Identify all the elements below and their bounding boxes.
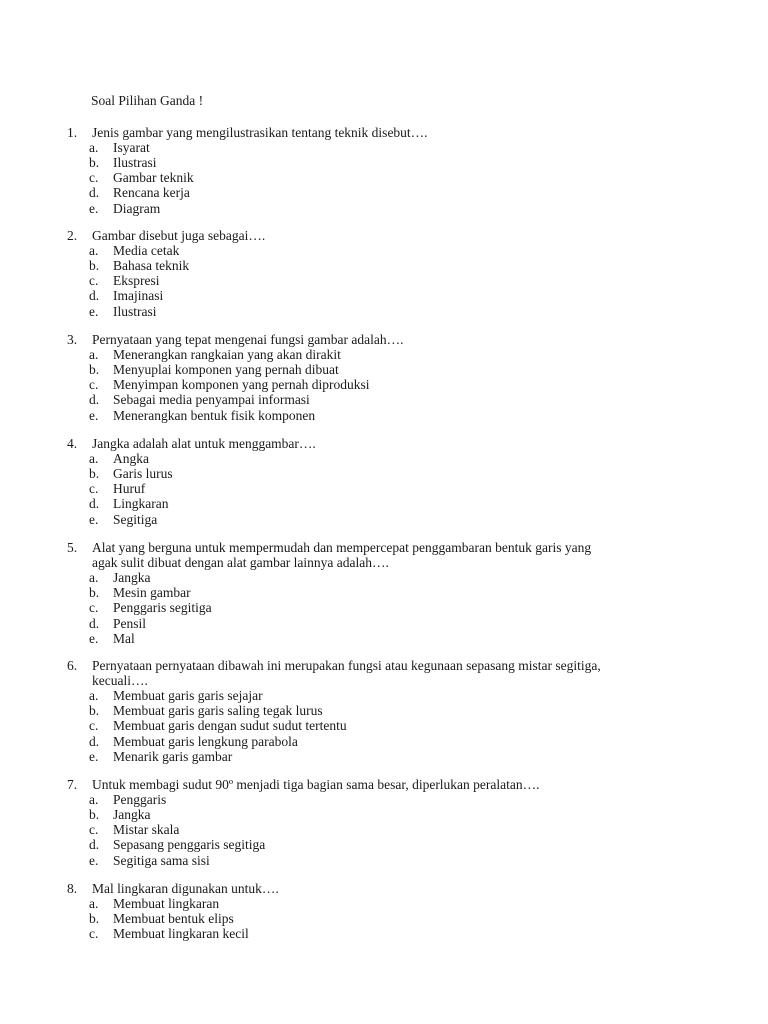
answer-option xyxy=(0,807,768,822)
answer-option xyxy=(0,600,768,615)
answer-option xyxy=(0,703,768,718)
option-letter: d. xyxy=(89,733,100,749)
option-letter: d. xyxy=(89,185,100,201)
answer-option xyxy=(0,304,768,319)
question-number: 5. xyxy=(67,540,78,555)
option-text: Sebagai media penyampai informasi xyxy=(113,392,310,408)
answer-option xyxy=(0,243,768,258)
question-line xyxy=(0,228,768,243)
question-text: Untuk membagi sudut 90º menjadi tiga bagian sama besar, diperlukan peralatan…. xyxy=(92,777,540,792)
option-letter: e. xyxy=(89,303,99,319)
option-text: Membuat bentuk elips xyxy=(113,911,234,927)
answer-option xyxy=(0,170,768,185)
question-text: kecuali…. xyxy=(92,673,148,689)
option-text: Menerangkan rangkaian yang akan dirakit xyxy=(113,347,341,363)
option-text: Segitiga xyxy=(113,511,158,527)
option-letter: b. xyxy=(89,362,100,378)
option-letter: c. xyxy=(89,600,99,616)
option-letter: a. xyxy=(89,570,99,586)
option-text: Sepasang penggaris segitiga xyxy=(113,837,266,853)
option-text: Mesin gambar xyxy=(113,585,191,601)
option-text: Imajinasi xyxy=(113,288,164,304)
option-text: Bahasa teknik xyxy=(113,258,190,274)
option-letter: b. xyxy=(89,466,100,482)
option-text: Membuat lingkaran kecil xyxy=(113,926,249,942)
option-letter: e. xyxy=(89,852,99,868)
answer-option xyxy=(0,185,768,200)
question-line xyxy=(0,673,768,688)
option-letter: a. xyxy=(89,792,99,808)
option-text: Media cetak xyxy=(113,243,180,259)
option-letter: d. xyxy=(89,288,100,304)
question-text: Jangka adalah alat untuk menggambar…. xyxy=(92,436,316,451)
option-letter: c. xyxy=(89,377,99,393)
question-line xyxy=(0,555,768,570)
question-text: Pernyataan pernyataan dibawah ini merupakan fungsi atau kegunaan sepasang mistar segitiga, xyxy=(92,658,601,673)
question-text: Gambar disebut juga sebagai…. xyxy=(92,228,266,243)
answer-option xyxy=(0,258,768,273)
question-text: Mal lingkaran digunakan untuk…. xyxy=(92,881,279,896)
option-letter: a. xyxy=(89,688,99,704)
option-text: Lingkaran xyxy=(113,496,169,512)
option-letter: c. xyxy=(89,481,99,497)
answer-option xyxy=(0,718,768,733)
answer-option xyxy=(0,512,768,527)
answer-option xyxy=(0,466,768,481)
option-letter: b. xyxy=(89,585,100,601)
answer-option xyxy=(0,347,768,362)
question-text: Alat yang berguna untuk mempermudah dan mempercepat penggambaran bentuk garis yang xyxy=(92,540,592,555)
answer-option xyxy=(0,837,768,852)
option-text: Gambar teknik xyxy=(113,170,194,186)
question-text: agak sulit dibuat dengan alat gambar lainnya adalah…. xyxy=(92,555,389,571)
answer-option xyxy=(0,734,768,749)
answer-option xyxy=(0,481,768,496)
option-text: Rencana kerja xyxy=(113,185,190,201)
question-number: 2. xyxy=(67,228,78,243)
answer-option xyxy=(0,911,768,926)
option-letter: e. xyxy=(89,630,99,646)
option-letter: b. xyxy=(89,703,100,719)
option-text: Menyuplai komponen yang pernah dibuat xyxy=(113,362,339,378)
option-text: Ilustrasi xyxy=(113,303,157,319)
option-text: Membuat lingkaran xyxy=(113,896,220,912)
option-letter: e. xyxy=(89,748,99,764)
option-text: Ilustrasi xyxy=(113,155,157,171)
option-letter: c. xyxy=(89,822,99,838)
option-letter: a. xyxy=(89,896,99,912)
answer-option xyxy=(0,792,768,807)
option-letter: b. xyxy=(89,911,100,927)
question-number: 8. xyxy=(67,881,78,896)
answer-option xyxy=(0,896,768,911)
answer-option xyxy=(0,616,768,631)
question-line xyxy=(0,540,768,555)
option-letter: e. xyxy=(89,407,99,423)
option-text: Segitiga sama sisi xyxy=(113,852,210,868)
answer-option xyxy=(0,822,768,837)
option-letter: a. xyxy=(89,451,99,467)
option-text: Membuat garis garis sejajar xyxy=(113,688,263,704)
option-letter: c. xyxy=(89,926,99,942)
option-text: Membuat garis garis saling tegak lurus xyxy=(113,703,323,719)
option-text: Membuat garis lengkung parabola xyxy=(113,733,298,749)
answer-option xyxy=(0,853,768,868)
question-text: Jenis gambar yang mengilustrasikan tentang teknik disebut…. xyxy=(92,125,428,140)
question-line xyxy=(0,881,768,896)
option-letter: d. xyxy=(89,496,100,512)
question-text: Pernyataan yang tepat mengenai fungsi gambar adalah…. xyxy=(92,332,404,347)
option-letter: c. xyxy=(89,170,99,186)
answer-option xyxy=(0,451,768,466)
page-title: Soal Pilihan Ganda ! xyxy=(91,93,204,108)
option-text: Garis lurus xyxy=(113,466,173,482)
question-number: 3. xyxy=(67,332,78,347)
answer-option xyxy=(0,273,768,288)
option-letter: e. xyxy=(89,200,99,216)
question-number: 4. xyxy=(67,436,78,451)
option-text: Penggaris xyxy=(113,792,167,808)
option-letter: b. xyxy=(89,155,100,171)
option-text: Jangka xyxy=(113,570,151,586)
answer-option xyxy=(0,631,768,646)
option-text: Ekspresi xyxy=(113,273,160,289)
option-letter: b. xyxy=(89,258,100,274)
question-number: 7. xyxy=(67,777,78,792)
answer-option xyxy=(0,926,768,941)
option-letter: c. xyxy=(89,718,99,734)
option-text: Membuat garis dengan sudut sudut tertentu xyxy=(113,718,347,734)
option-text: Diagram xyxy=(113,200,161,216)
option-letter: d. xyxy=(89,392,100,408)
option-text: Isyarat xyxy=(113,140,150,156)
question-line xyxy=(0,436,768,451)
answer-option xyxy=(0,688,768,703)
question-number: 1. xyxy=(67,125,78,140)
option-text: Angka xyxy=(113,451,149,467)
answer-option xyxy=(0,201,768,216)
option-text: Menarik garis gambar xyxy=(113,748,233,764)
option-letter: a. xyxy=(89,140,99,156)
option-letter: e. xyxy=(89,511,99,527)
answer-option xyxy=(0,392,768,407)
option-letter: d. xyxy=(89,837,100,853)
option-letter: d. xyxy=(89,615,100,631)
option-text: Menerangkan bentuk fisik komponen xyxy=(113,407,316,423)
answer-option xyxy=(0,155,768,170)
option-text: Mistar skala xyxy=(113,822,180,838)
question-line xyxy=(0,777,768,792)
option-text: Menyimpan komponen yang pernah diproduksi xyxy=(113,377,370,393)
option-text: Pensil xyxy=(113,615,147,631)
option-text: Huruf xyxy=(113,481,146,497)
option-letter: c. xyxy=(89,273,99,289)
option-text: Penggaris segitiga xyxy=(113,600,212,616)
answer-option xyxy=(0,362,768,377)
option-letter: a. xyxy=(89,243,99,259)
option-letter: a. xyxy=(89,347,99,363)
question-line xyxy=(0,125,768,140)
question-line xyxy=(0,332,768,347)
answer-option xyxy=(0,749,768,764)
option-text: Jangka xyxy=(113,807,151,823)
question-number: 6. xyxy=(67,658,78,673)
answer-option xyxy=(0,288,768,303)
answer-option xyxy=(0,585,768,600)
answer-option xyxy=(0,408,768,423)
question-line xyxy=(0,658,768,673)
answer-option xyxy=(0,140,768,155)
option-text: Mal xyxy=(113,630,135,646)
answer-option xyxy=(0,570,768,585)
answer-option xyxy=(0,377,768,392)
answer-option xyxy=(0,496,768,511)
option-letter: b. xyxy=(89,807,100,823)
